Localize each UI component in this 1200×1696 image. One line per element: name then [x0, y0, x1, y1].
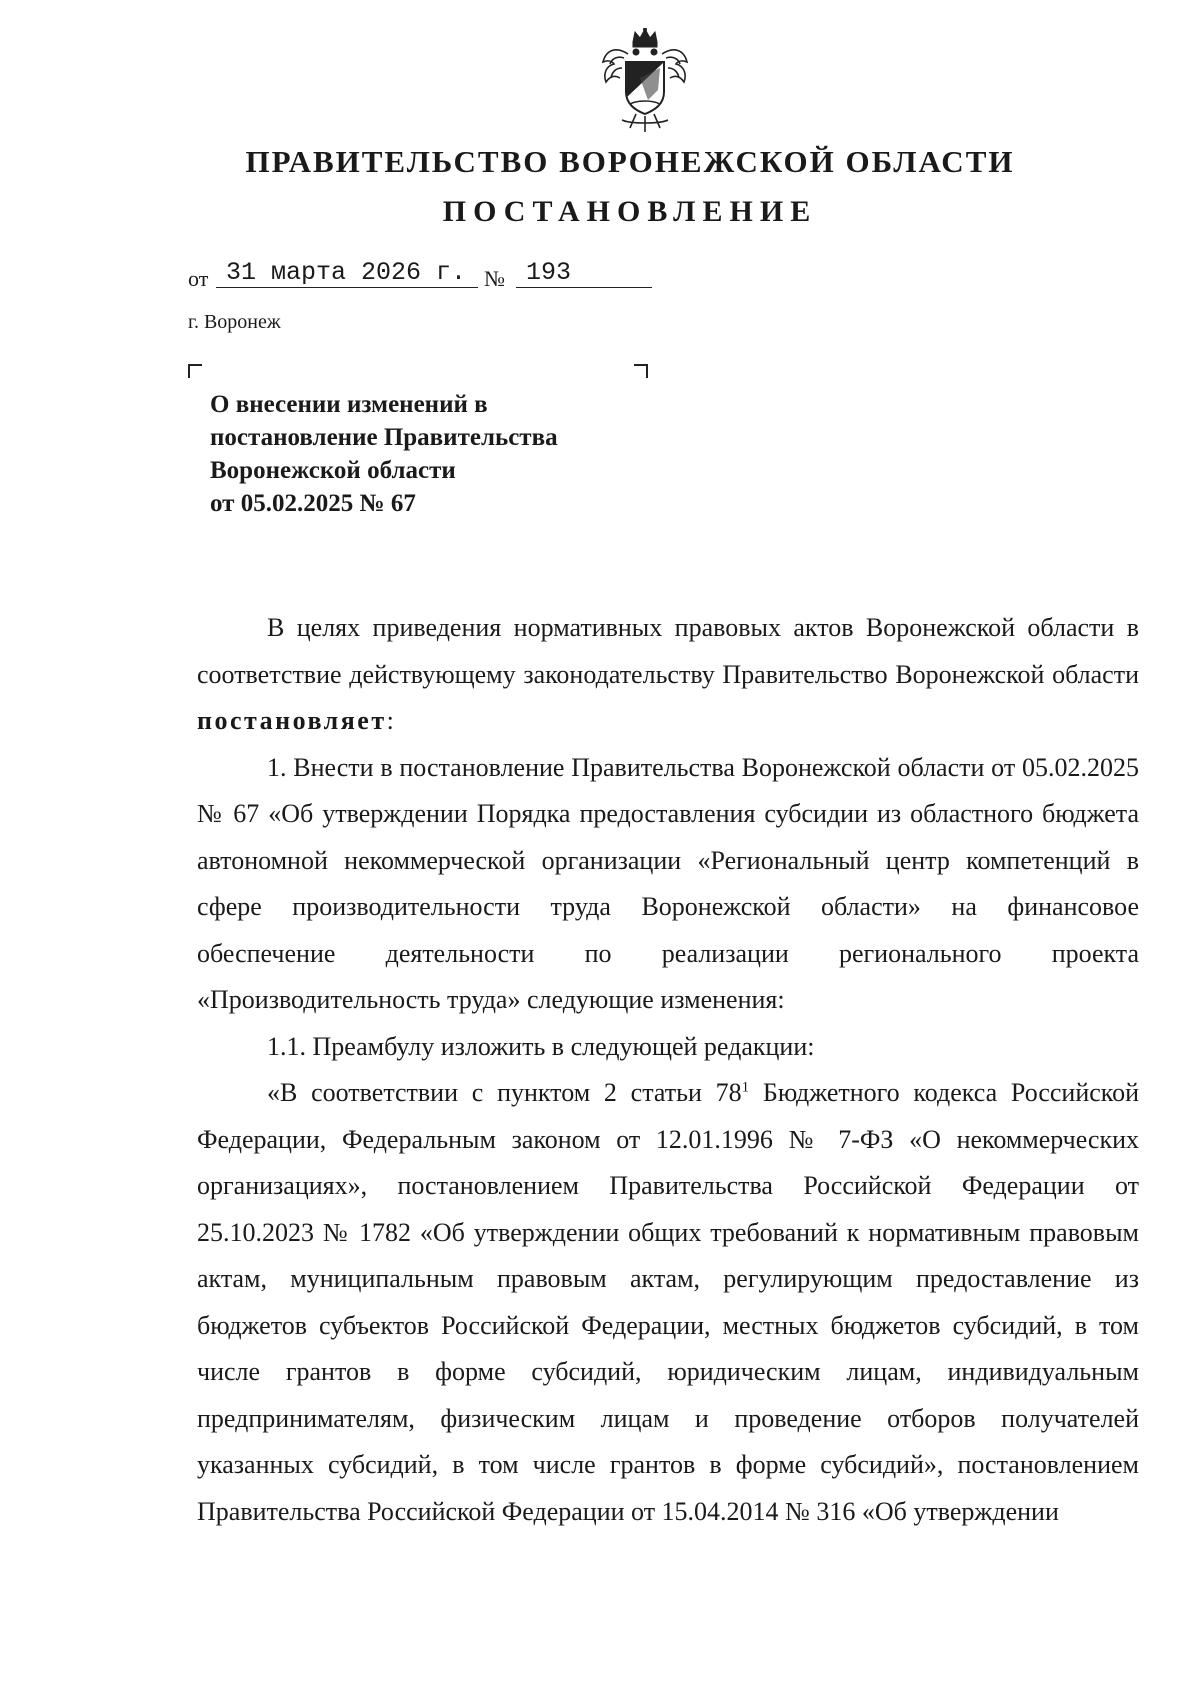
document-subject: [210, 388, 650, 520]
number-value: 193: [516, 258, 652, 288]
item-1-paragraph: 1. Внести в постановление Правительства Воронежской области от 05.02.2025 № 67 «Об утверждении Порядка предоставления субсидии из областного бюджета автономной некоммерческой организации «Региональный центр компетенций в сфере производительности труда Воронежской области» на финансовое обеспечение деятельности по реализации регионального проекта «Производительность труда» следующие изменения:: [197, 752, 1139, 1014]
resolves-word: постановляет: [197, 706, 387, 735]
subject-line: постановление Правительства: [210, 424, 558, 451]
city: г. Воронеж: [188, 311, 281, 333]
item-1-1-paragraph: 1.1. Преамбулу изложить в следующей редакции:: [267, 1031, 815, 1061]
article-superscript: 1: [741, 1079, 750, 1096]
subject-corner-right: [634, 364, 648, 378]
preamble-paragraph: [197, 605, 1139, 745]
organization-title: ПРАВИТЕЛЬСТВО ВОРОНЕЖСКОЙ ОБЛАСТИ: [245, 144, 1015, 179]
subject-line: от 05.02.2025 № 67: [210, 490, 416, 517]
document-type: ПОСТАНОВЛЕНИЕ: [442, 195, 818, 228]
quoted-preamble-paragraph: [197, 1070, 1139, 1535]
preamble-end: :: [386, 706, 394, 735]
document-body: [197, 605, 1139, 1535]
coat-of-arms-emblem: [600, 28, 690, 134]
quoted-rest: Бюджетного кодекса Российской Федерации, Федеральным законом от 12.01.1996 № 7-ФЗ «О некоммерческих организациях», постановлением Правительства Российской Федерации от 25.10.2023 № 1782 «Об утверждении общих требований к нормативным правовым актам, муниципальным правовым актам, регулирующим предоставление из бюджетов субъектов Российской Федерации, местных бюджетов субсидий, в том числе грантов в форме субсидий, юридическим лицам, индивидуальным предпринимателям, физическим лицам и проведение отборов получателей указанных субсидий, в том числе грантов в форме субсидий», постановлением Правительства Российской Федерации от 15.04.2014 № 316 «Об утверждении: [197, 1078, 1140, 1526]
subject-corner-left: [188, 364, 202, 378]
preamble-text: В целях приведения нормативных правовых актов Воронежской области в соответствие действующему законодательству Правительство Воронежской области: [197, 613, 1139, 689]
subject-line: О внесении изменений в: [210, 391, 488, 418]
number-label: №: [484, 266, 505, 291]
quoted-start: «В соответствии с пунктом 2 статьи 78: [267, 1078, 742, 1107]
date-value: 31 марта 2026 г.: [216, 258, 478, 288]
subject-line: Воронежской области: [210, 457, 456, 484]
date-label: от: [188, 266, 209, 291]
